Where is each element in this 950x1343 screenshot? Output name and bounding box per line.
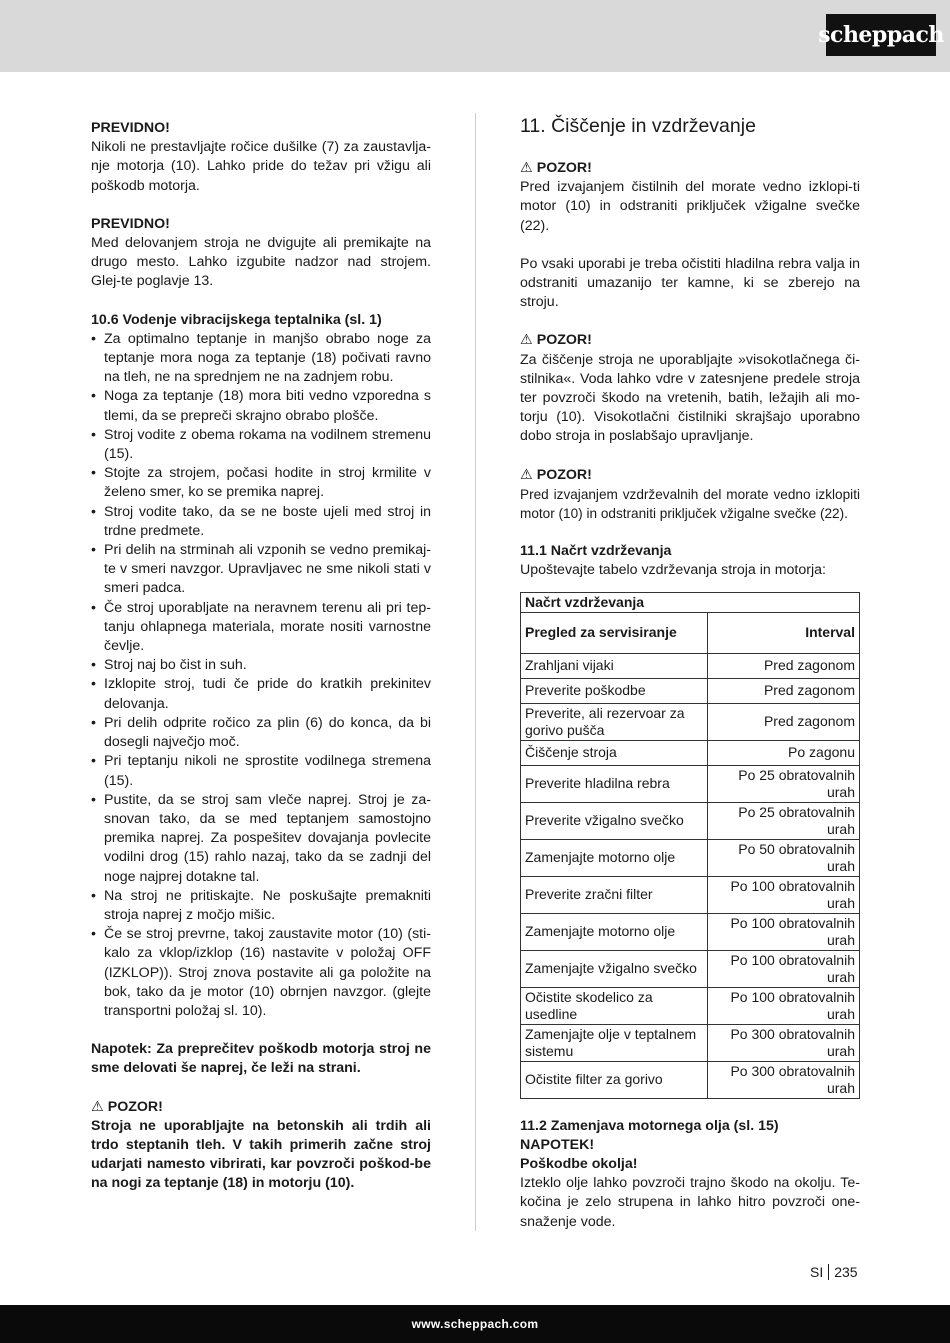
warning-title: ⚠ POZOR! [520, 160, 592, 176]
footer-url[interactable]: www.scheppach.com [411, 1317, 539, 1331]
table-row [521, 802, 860, 839]
bullet-item: • Pri teptanju nikoli ne sprostite vodilnega stremena (15). [91, 752, 431, 790]
warning-triangle-icon: ⚠ [520, 466, 533, 483]
bullet-item: • Pustite, da se stroj sam vleče naprej. Stroj je za-snovan tako, da se med teptanjem samostojno premika naprej. Za pospešitev dovajanja povlecite vodilni drog (15) rahlo nazaj, tako da se zadnji del noge najprej dotakne tal. [91, 791, 431, 887]
warning-title: ⚠ POZOR! [91, 1098, 163, 1115]
subsection-heading: 11.1 Načrt vzdrževanja [520, 543, 672, 560]
interval-cell: Po 100 obratovalnih urah [708, 876, 860, 913]
column-divider [475, 113, 476, 1231]
warning-text: Stroja ne uporabljajte na betonskih ali trdih ali trdo steptanih tleh. V takih primerih začne stroj udarjati namesto vibrirati, kar povzroči poškod-be na nogi za teptanje (18) in motorju (10). [91, 1117, 431, 1192]
task-cell: Čiščenje stroja [521, 740, 708, 765]
page-number: SI 235 [810, 1264, 858, 1280]
bullet-list [91, 330, 431, 1021]
warning-text: Pred izvajanjem čistilnih del morate vedno izklopi-ti motor (10) in odstraniti priključek vžigalne svečke (22). [520, 179, 860, 234]
table-row [521, 839, 860, 876]
table-row [521, 703, 860, 740]
table-row [521, 653, 860, 678]
interval-cell: Po 25 obratovalnih urah [708, 802, 860, 839]
note-text: Napotek: Za preprečitev poškodb motorja stroj ne sme delovati še naprej, če leži na strani. [91, 1041, 431, 1077]
table-row [521, 950, 860, 987]
header-band [0, 0, 950, 72]
table-row [521, 913, 860, 950]
footer-bar [0, 1305, 950, 1343]
task-cell: Očistite filter za gorivo [521, 1061, 708, 1098]
bullet-item: • Stroj vodite tako, da se ne boste ujeli med stroj in trdne predmete. [91, 503, 431, 541]
section-heading: 10.6 Vodenje vibracijskega teptalnika (sl. 1) [91, 311, 382, 328]
note-label: NAPOTEK! [520, 1136, 595, 1153]
interval-cell: Po zagonu [708, 740, 860, 765]
warning-triangle-icon: ⚠ [520, 332, 533, 349]
task-cell: Zamenjajte olje v teptalnem sistemu [521, 1024, 708, 1061]
table-caption: Načrt vzdrževanja [521, 592, 860, 612]
bullet-item: • Pri delih odprite ročico za plin (6) do konca, da bi dosegli največjo moč. [91, 714, 431, 752]
bullet-item: • Če se stroj prevrne, takoj zaustavite motor (10) (sti-kalo za vklop/izklop (16) nastavite v položaj OFF (IZKLOP)). Stroj znova postavite ali ga položite na bok, tako da je motor (10) obrnjen navzgor. (glejte transportni položaj sl. 10). [91, 925, 431, 1021]
bullet-item: • Na stroj ne pritiskajte. Ne poskušajte premakniti stroja naprej z močjo mišic. [91, 887, 431, 925]
task-cell: Zamenjajte motorno olje [521, 913, 708, 950]
table-header-task: Pregled za servisiranje [521, 612, 708, 653]
bullet-item: • Izklopite stroj, tudi če pride do kratkih prekinitev delovanja. [91, 675, 431, 713]
warning-text: Pred izvajanjem vzdrževalnih del morate vedno izklopiti motor (10) in odstraniti priključek vžigalne svečke (22). [520, 486, 860, 522]
interval-cell: Po 100 obratovalnih urah [708, 913, 860, 950]
left-column [91, 119, 431, 1194]
task-cell: Preverite hladilna rebra [521, 765, 708, 802]
table-row [521, 876, 860, 913]
interval-cell: Po 300 obratovalnih urah [708, 1061, 860, 1098]
table-row [521, 1061, 860, 1098]
task-cell: Očistite skodelico za usedline [521, 987, 708, 1024]
paragraph: Upoštevajte tabelo vzdrževanja stroja in motorja: [520, 562, 826, 579]
warning-triangle-icon: ⚠ [91, 1098, 104, 1115]
interval-cell: Po 50 obratovalnih urah [708, 839, 860, 876]
task-cell: Preverite poškodbe [521, 678, 708, 703]
damage-label: Poškodbe okolja! [520, 1156, 638, 1173]
interval-cell: Po 100 obratovalnih urah [708, 950, 860, 987]
bullet-item: • Če stroj uporabljate na neravnem terenu ali pri tep-tanju ohlapnega materiala, morate nositi varnostne čevlje. [91, 599, 431, 657]
table-row [521, 740, 860, 765]
interval-cell: Pred zagonom [708, 703, 860, 740]
interval-cell: Po 100 obratovalnih urah [708, 987, 860, 1024]
paragraph: Izteklo olje lahko povzroči trajno škodo na okolju. Te-kočina je zelo strupena in lahko hitro povzroči one-snaženje vode. [520, 1175, 860, 1230]
table-row [521, 765, 860, 802]
task-cell: Zrahljani vijaki [521, 653, 708, 678]
interval-cell: Pred zagonom [708, 678, 860, 703]
warning-title: ⚠ POZOR! [520, 466, 592, 483]
bullet-item: • Stroj naj bo čist in suh. [91, 656, 431, 675]
table-row [521, 678, 860, 703]
subsection-heading: 11.2 Zamenjava motornega olja (sl. 15) [520, 1117, 779, 1134]
bullet-item: • Za optimalno teptanje in manjšo obrabo noge za teptanje mora noga za teptanje (18) počivati ravno na tleh, ne na sprednjem ne na zadnjem robu. [91, 330, 431, 388]
interval-cell: Po 300 obratovalnih urah [708, 1024, 860, 1061]
task-cell: Zamenjajte vžigalno svečko [521, 950, 708, 987]
warning-title: ⚠ POZOR! [520, 332, 592, 349]
caution-text: Med delovanjem stroja ne dvigujte ali premikajte na drugo mesto. Lahko izgubite nadzor nad strojem. Glej-te poglavje 13. [91, 235, 431, 290]
warning-triangle-icon: ⚠ [520, 160, 533, 176]
task-cell: Preverite vžigalno svečko [521, 802, 708, 839]
paragraph: Po vsaki uporabi je treba očistiti hladilna rebra valja in odstraniti umazanijo ter kamne, ki se zberejo na stroju. [520, 255, 860, 311]
table-row [521, 987, 860, 1024]
interval-cell: Pred zagonom [708, 653, 860, 678]
right-column [520, 113, 860, 1232]
bullet-item: • Stojte za strojem, počasi hodite in stroj krmilite v želeno smer, ko se premika naprej. [91, 464, 431, 502]
task-cell: Zamenjajte motorno olje [521, 839, 708, 876]
maintenance-table [520, 592, 860, 1099]
bullet-item: • Pri delih na strminah ali vzponih se vedno premikaj-te v smeri navzgor. Upravljavec ne sme nikoli stati v smeri padca. [91, 541, 431, 599]
task-cell: Preverite zračni filter [521, 876, 708, 913]
caution-text: Nikoli ne prestavljajte ročice dušilke (7) za zaustavlja-nje motorja (10). Lahko pride do težav pri vžigu ali poškodb motorja. [91, 139, 431, 194]
chapter-title: 11. Čiščenje in vzdrževanje [520, 115, 756, 137]
table-row [521, 1024, 860, 1061]
warning-text: Za čiščenje stroja ne uporabljajte »visokotlačnega či-stilnika«. Voda lahko vdre v zatesnjene predele stroja ter povzroči škodo na vretenih, batih, ležajih ali mo-torju (10). Visokotlačni čistilniki skrajšajo uporabno dobo stroja in poslabšajo upravljanje. [520, 351, 860, 445]
table-header-interval: Interval [708, 612, 860, 653]
bullet-item: • Noga za teptanje (18) mora biti vedno vzporedna s tlemi, da se prepreči skrajno obrabo plošče. [91, 387, 431, 425]
caution-title: PREVIDNO! [91, 215, 170, 232]
task-cell: Preverite, ali rezervoar za gorivo pušča [521, 703, 708, 740]
scheppach-logo: scheppach [826, 14, 936, 56]
bullet-item: • Stroj vodite z obema rokama na vodilnem stremenu (15). [91, 426, 431, 464]
caution-title: PREVIDNO! [91, 120, 170, 136]
interval-cell: Po 25 obratovalnih urah [708, 765, 860, 802]
